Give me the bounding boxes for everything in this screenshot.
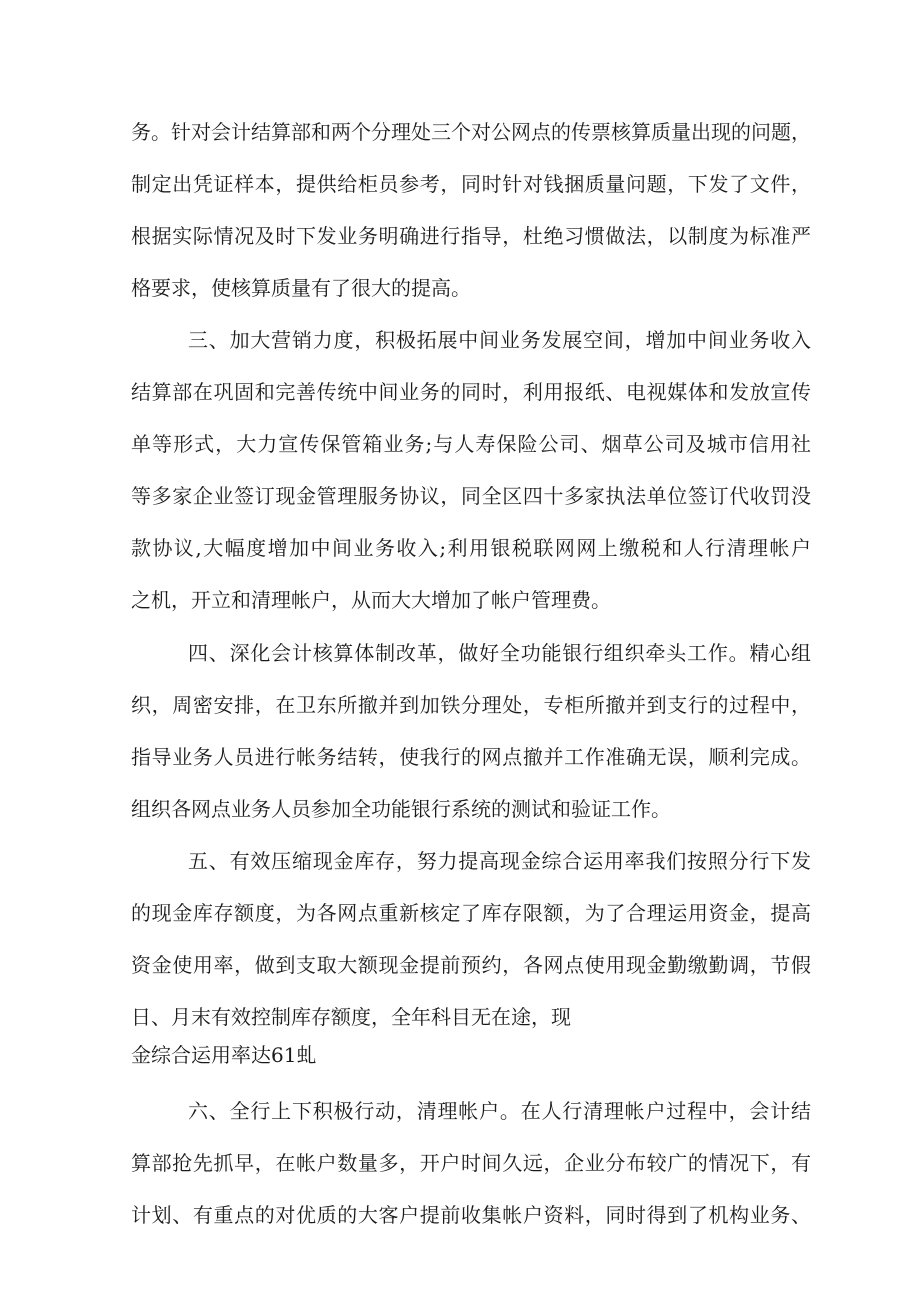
section-heading-line: 四、深化会计核算体制改革，做好全功能银行组织牵头工作。精心组	[188, 641, 811, 665]
text-line: 单等形式，大力宣传保管箱业务;与人寿保险公司、烟草公司及城市信用社	[131, 432, 811, 456]
text-line: 算部抢先抓早，在帐户数量多，开户时间久远，企业分布较广的情况下，有	[131, 1151, 811, 1175]
text-line: 之机，开立和清理帐户，从而大大增加了帐户管理费。	[131, 588, 611, 612]
text-line: 结算部在巩固和完善传统中间业务的同时，利用报纸、电视媒体和发放宣传	[131, 380, 811, 404]
text-line: 款协议,大幅度增加中间业务收入;利用银税联网网上缴税和人行清理帐户	[131, 536, 811, 560]
text-line: 等多家企业签订现金管理服务协议，同全区四十多家执法单位签订代收罚没	[131, 484, 811, 508]
text-line: 组织各网点业务人员参加全功能银行系统的测试和验证工作。	[131, 797, 671, 821]
section-heading-line: 三、加大营销力度，积极拓展中间业务发展空间，增加中间业务收入	[188, 328, 811, 352]
section-heading-line: 六、全行上下积极行动，清理帐户。在人行清理帐户过程中，会计结	[188, 1099, 811, 1123]
text-line: 计划、有重点的对优质的大客户提前收集帐户资料，同时得到了机构业务、	[131, 1203, 811, 1227]
text-line: 制定出凭证样本，提供给柜员参考，同时针对钱捆质量问题，下发了文件，	[131, 172, 811, 196]
text-line: 资金使用率，做到支取大额现金提前预约，各网点使用现金勤缴勤调，节假	[131, 953, 811, 977]
text-line: 织，周密安排，在卫东所撤并到加铁分理处，专柜所撤并到支行的过程中，	[131, 693, 811, 717]
text-line: 金综合运用率达61虬	[131, 1043, 317, 1067]
text-line: 格要求，使核算质量有了很大的提高。	[131, 276, 471, 300]
text-line: 日、月末有效控制库存额度，全年科目无在途，现	[131, 1005, 571, 1029]
text-line: 根据实际情况及时下发业务明确进行指导，杜绝习惯做法，以制度为标准严	[131, 224, 811, 248]
section-heading-line: 五、有效压缩现金库存，努力提高现金综合运用率我们按照分行下发	[188, 849, 811, 873]
text-line: 务。针对会计结算部和两个分理处三个对公网点的传票核算质量出现的问题，	[131, 120, 811, 144]
text-line: 的现金库存额度，为各网点重新核定了库存限额，为了合理运用资金，提高	[131, 901, 811, 925]
text-line: 指导业务人员进行帐务结转，使我行的网点撤并工作准确无误，顺利完成。	[131, 745, 811, 769]
